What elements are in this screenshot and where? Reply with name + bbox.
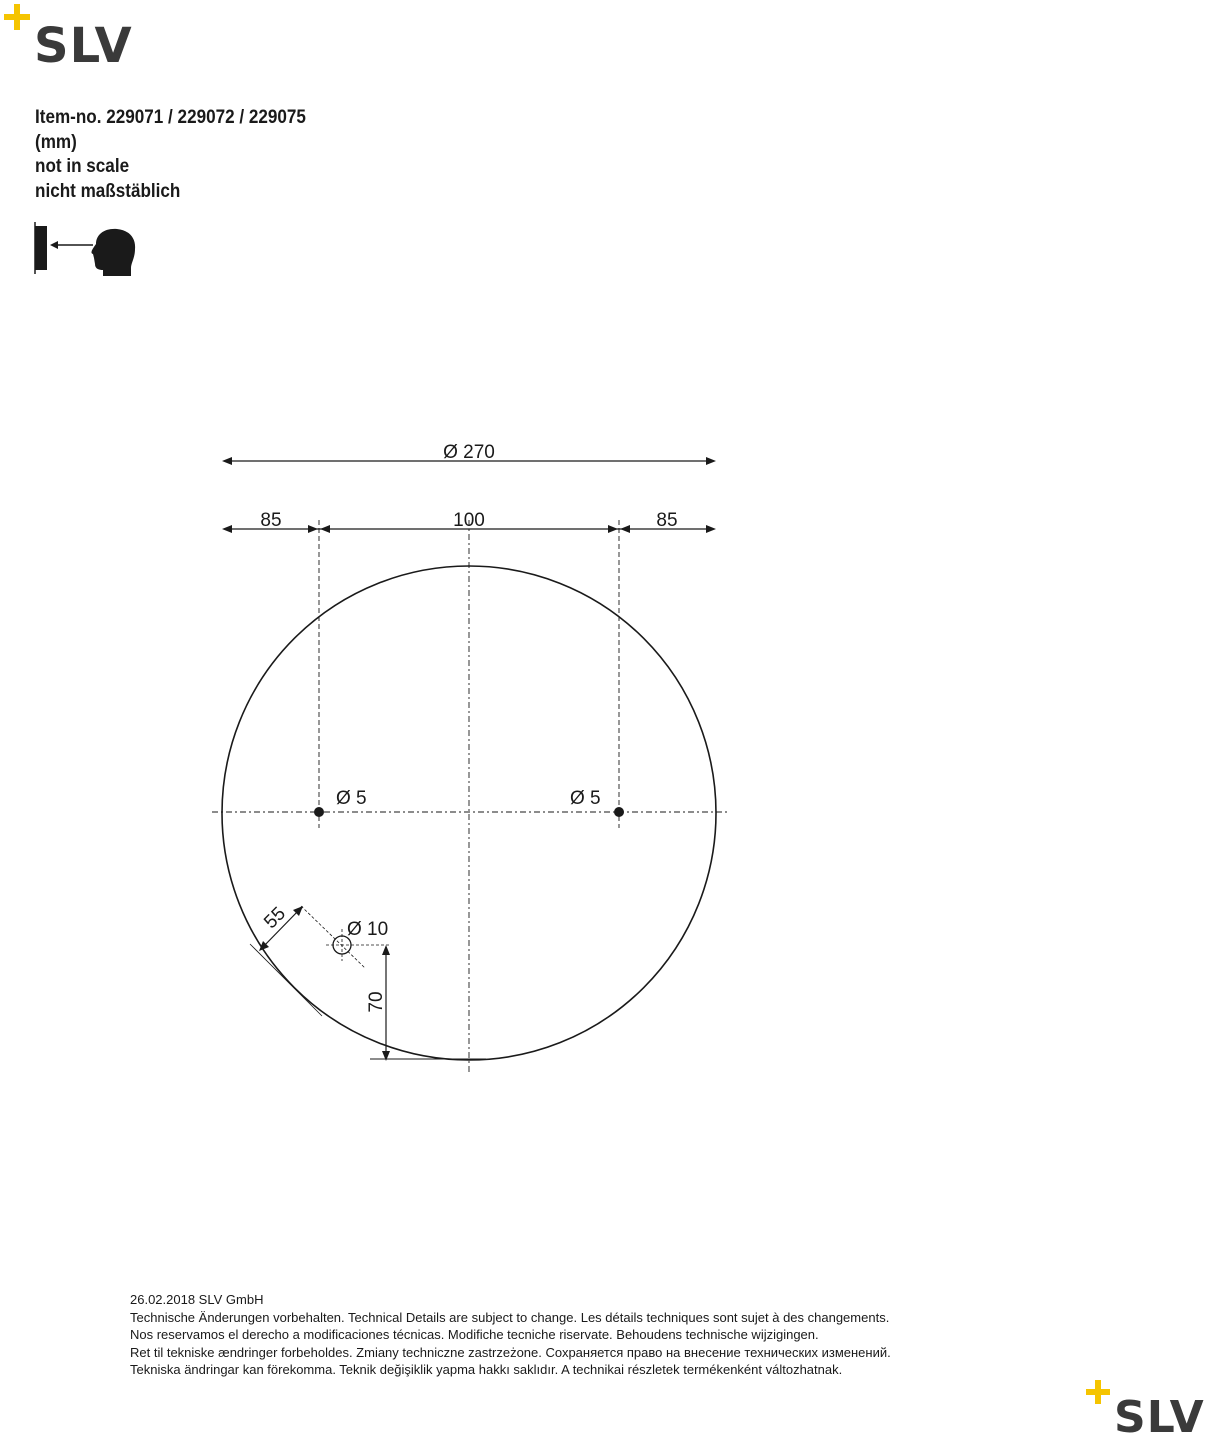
dim-cable-vert: 70: [366, 991, 387, 1013]
logo-wordmark: SLV: [34, 18, 133, 74]
footer-line: Tekniska ändringar kan förekomma. Teknik değişiklik yapma hakkı saklıdır. A technikai részletek termékenként változhatnak.: [130, 1362, 843, 1377]
dim-cable-hole: Ø 10: [347, 919, 389, 940]
mounting-hole-left: [314, 807, 324, 817]
dim-left-hole: Ø 5: [336, 788, 367, 809]
dim-hole-spacing: 100: [453, 510, 485, 531]
mounting-hole-right: [614, 807, 624, 817]
item-number: Item-no. 229071 / 229072 / 229075: [35, 107, 306, 128]
dim-right-offset: 85: [656, 510, 678, 531]
scale-note-de: nicht maßstäblich: [35, 180, 181, 202]
dim-diameter: Ø 270: [443, 442, 495, 463]
dim-cable-diag: 55: [260, 903, 291, 934]
dim-left-offset: 85: [260, 510, 282, 531]
unit-label: (mm): [35, 131, 77, 153]
footer-line: Ret til tekniske ændringer forbeholdes. Zmiany techniczne zastrzeżone. Сохраняется право на внесение технических изменений.: [130, 1344, 891, 1360]
footer-date-company: 26.02.2018 SLV GmbH: [130, 1292, 264, 1307]
scale-note-en: not in scale: [35, 156, 130, 177]
footer-disclaimer: [130, 1291, 891, 1379]
footer-line: Technische Änderungen vorbehalten. Technical Details are subject to change. Les détails techniques sont sujet à des changements.: [130, 1309, 890, 1325]
plus-icon: [1086, 1380, 1110, 1404]
slv-logo-footer: [1086, 1380, 1214, 1443]
dim-right-hole: Ø 5: [570, 788, 601, 809]
footer-line: Nos reservamos el derecho a modificaciones técnicas. Modifiche tecniche riservate. Behoudens technische wijzigingen.: [130, 1327, 819, 1342]
logo-wordmark: SLV: [1114, 1392, 1205, 1443]
